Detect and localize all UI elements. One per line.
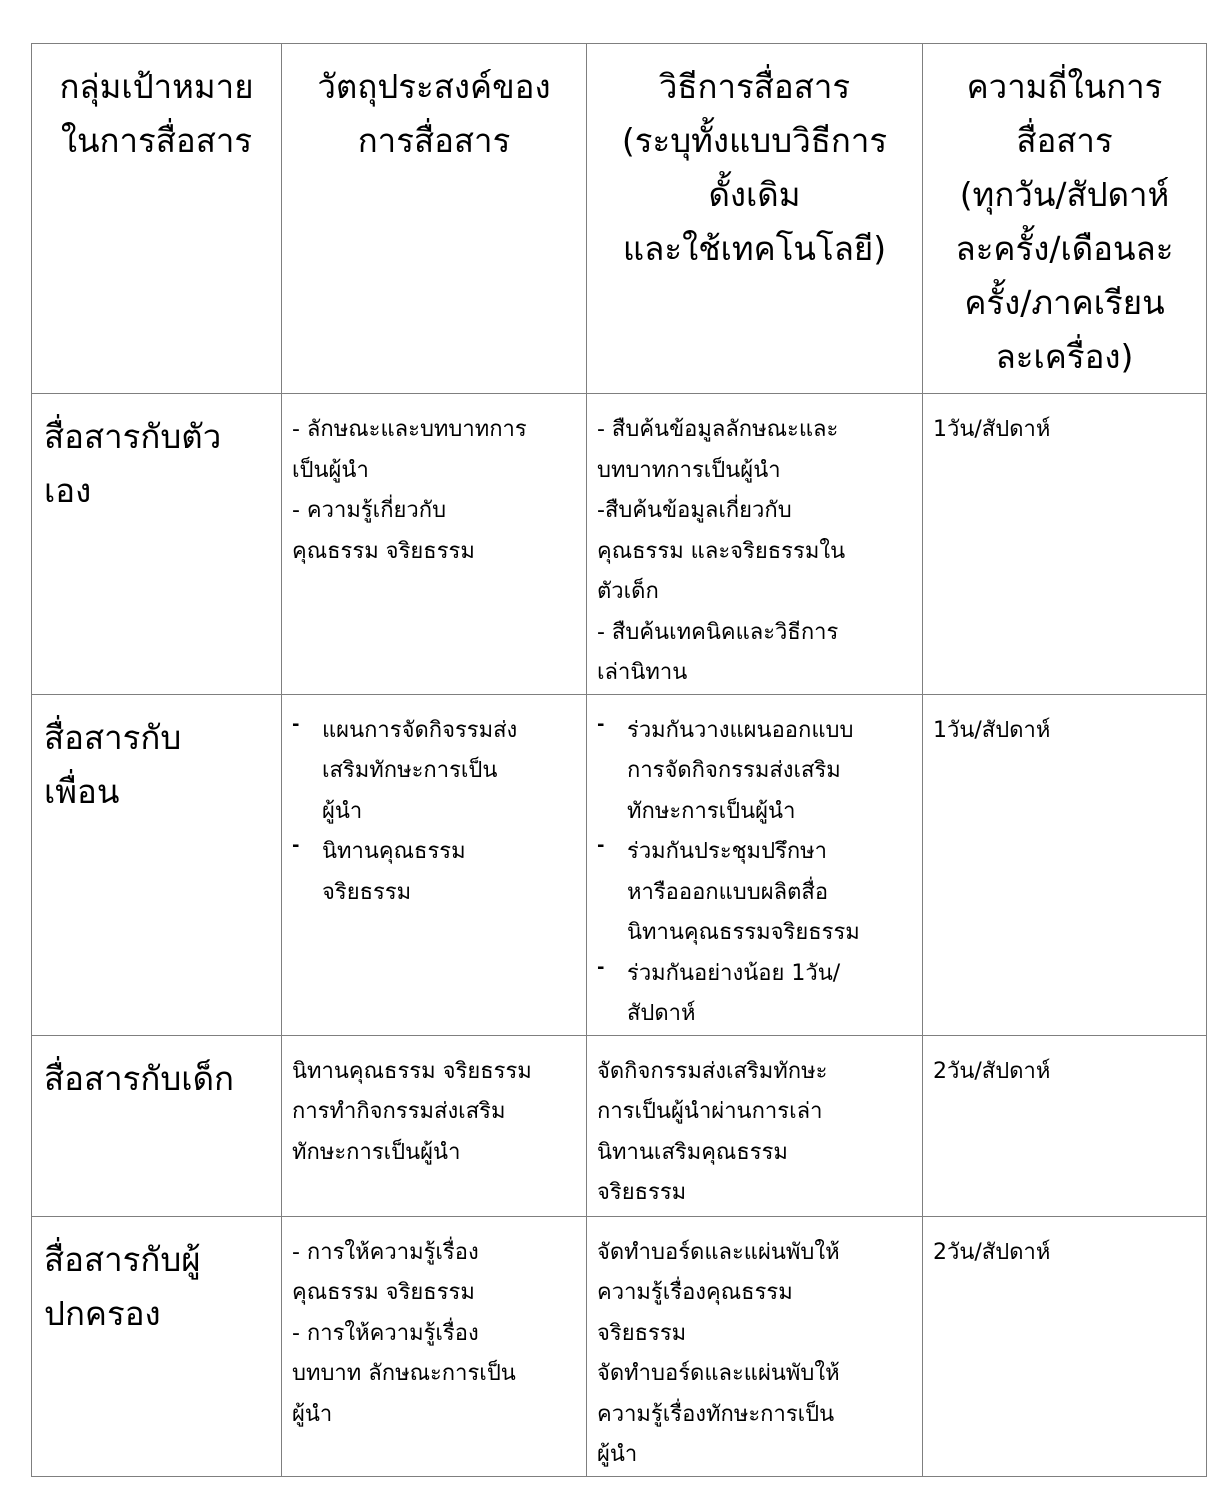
objective-cell (282, 694, 587, 1035)
group-text: เอง (44, 471, 92, 510)
cell-text: จริยธรรม (322, 879, 412, 905)
cell-text: - ลักษณะและบทบาทการ (292, 417, 527, 442)
target-group-cell (32, 1035, 282, 1216)
header-objective (282, 44, 587, 394)
cell-text: จริยธรรม (597, 1320, 687, 1346)
cell-text: บทบาท ลักษณะการเป็น (292, 1361, 516, 1386)
header-text: (ทุกวัน/สัปดาห์ (959, 175, 1170, 214)
cell-text: - การให้ความรู้เรื่อง (292, 1320, 479, 1346)
frequency-cell (923, 1035, 1207, 1216)
dash-bullet-icon: - (597, 956, 605, 978)
cell-text: ตัวเด็ก (597, 579, 659, 604)
table-row (32, 1035, 1207, 1216)
communication-plan-table (31, 43, 1207, 1477)
cell-text: - การให้ความรู้เรื่อง (292, 1239, 479, 1265)
header-text: ในการสื่อสาร (60, 121, 253, 160)
cell-text: ความรู้เรื่องทักษะการเป็น (597, 1401, 835, 1427)
cell-text: เสริมทักษะการเป็น (322, 758, 498, 783)
method-cell (587, 694, 923, 1035)
header-text: กลุ่มเป้าหมาย (59, 67, 254, 106)
method-cell (587, 1216, 923, 1476)
objective-cell (282, 1035, 587, 1216)
cell-text: ร่วมกันอย่างน้อย 1วัน/ (627, 960, 841, 986)
cell-text: จัดทำบอร์ดและแผ่นพับให้ (597, 1361, 840, 1386)
cell-text: คุณธรรม จริยธรรม (292, 1280, 475, 1305)
cell-text: จริยธรรม (597, 1180, 687, 1205)
cell-text: คุณธรรม จริยธรรม (292, 538, 475, 564)
header-row (32, 44, 1207, 394)
frequency-text: 1วัน/สัปดาห์ (933, 417, 1051, 442)
frequency-cell (923, 1216, 1207, 1476)
cell-text: - สืบค้นข้อมูลลักษณะและ (597, 417, 839, 442)
cell-text: ความรู้เรื่องคุณธรรม (597, 1280, 793, 1305)
group-text: สื่อสารกับผู้ (44, 1239, 201, 1279)
cell-text: คุณธรรม และจริยธรรมใน (597, 538, 846, 564)
frequency-text: 2วัน/สัปดาห์ (933, 1058, 1051, 1084)
bullet-item (597, 832, 916, 954)
header-target-group (32, 44, 282, 394)
objective-cell (282, 394, 587, 695)
bullet-item (292, 832, 580, 913)
frequency-cell (923, 394, 1207, 695)
header-text: (ระบุทั้งแบบวิธีการ (621, 121, 888, 160)
group-text: สื่อสารกับตัว (44, 417, 222, 456)
header-text: ละเครื่อง) (995, 337, 1134, 376)
cell-text: - สืบค้นเทคนิคและวิธีการ (597, 619, 839, 645)
cell-text: การเป็นผู้นำผ่านการเล่า (597, 1099, 823, 1124)
header-text: และใช้เทคโนโลยี) (622, 229, 887, 268)
header-text: สื่อสาร (1016, 121, 1113, 160)
header-text: ครั้ง/ภาคเรียน (964, 283, 1165, 322)
header-text: วัตถุประสงค์ของ (317, 67, 551, 106)
cell-text: ทักษะการเป็นผู้นำ (627, 798, 796, 824)
target-group-cell (32, 694, 282, 1035)
cell-text: จัดทำบอร์ดและแผ่นพับให้ (597, 1239, 840, 1265)
header-text: วิธีการสื่อสาร (658, 67, 851, 106)
objective-bullet-list (292, 711, 580, 914)
cell-text: นิทานคุณธรรม (322, 839, 466, 864)
bullet-item (292, 711, 580, 833)
bullet-item (597, 954, 916, 1035)
cell-text: การจัดกิจกรรมส่งเสริม (627, 758, 841, 783)
cell-text: ผู้นำ (292, 1401, 333, 1427)
target-group-cell (32, 1216, 282, 1476)
cell-text: -สืบค้นข้อมูลเกี่ยวกับ (597, 498, 792, 523)
header-text: ละครั้ง/เดือนละ (955, 229, 1174, 268)
bullet-item (597, 711, 916, 833)
cell-text: หารือออกแบบผลิตสื่อ (627, 879, 829, 905)
frequency-text: 2วัน/สัปดาห์ (933, 1239, 1051, 1265)
method-cell (587, 1035, 923, 1216)
group-text: เพื่อน (44, 771, 120, 811)
group-text: ปกครอง (44, 1293, 161, 1333)
cell-text: นิทานคุณธรรม จริยธรรม (292, 1058, 532, 1084)
cell-text: จัดกิจกรรมส่งเสริมทักษะ (597, 1058, 828, 1084)
cell-text: นิทานเสริมคุณธรรม (597, 1139, 788, 1165)
table-row (32, 694, 1207, 1035)
cell-text: เป็นผู้นำ (292, 457, 369, 483)
cell-text: เล่านิทาน (597, 660, 688, 685)
cell-text: ร่วมกันวางแผนออกแบบ (627, 717, 854, 743)
target-group-cell (32, 394, 282, 695)
table-row (32, 394, 1207, 695)
group-text: สื่อสารกับเด็ก (44, 1058, 234, 1098)
cell-text: บทบาทการเป็นผู้นำ (597, 457, 781, 483)
cell-text: การทำกิจกรรมส่งเสริม (292, 1099, 506, 1124)
header-frequency (923, 44, 1207, 394)
frequency-cell (923, 694, 1207, 1035)
dash-bullet-icon: - (597, 713, 605, 735)
method-bullet-list (597, 711, 916, 1035)
table-row (32, 1216, 1207, 1476)
cell-text: - ความรู้เกี่ยวกับ (292, 498, 447, 523)
cell-text: แผนการจัดกิจรรมส่ง (322, 717, 518, 743)
header-text: ดั้งเดิม (708, 175, 801, 214)
objective-cell (282, 1216, 587, 1476)
cell-text: ทักษะการเป็นผู้นำ (292, 1139, 461, 1165)
dash-bullet-icon: - (292, 835, 300, 856)
dash-bullet-icon: - (597, 835, 605, 856)
header-method (587, 44, 923, 394)
dash-bullet-icon: - (292, 713, 300, 735)
cell-text: ร่วมกันประชุมปรึกษา (627, 839, 828, 864)
cell-text: ผู้นำ (322, 798, 363, 824)
cell-text: สัปดาห์ (627, 1001, 696, 1026)
method-cell (587, 394, 923, 695)
header-text: การสื่อสาร (357, 121, 511, 160)
cell-text: ผู้นำ (597, 1442, 638, 1467)
group-text: สื่อสารกับ (44, 717, 182, 757)
cell-text: นิทานคุณธรรมจริยธรรม (627, 920, 860, 945)
header-text: ความถี่ในการ (966, 67, 1163, 106)
frequency-text: 1วัน/สัปดาห์ (933, 717, 1051, 743)
